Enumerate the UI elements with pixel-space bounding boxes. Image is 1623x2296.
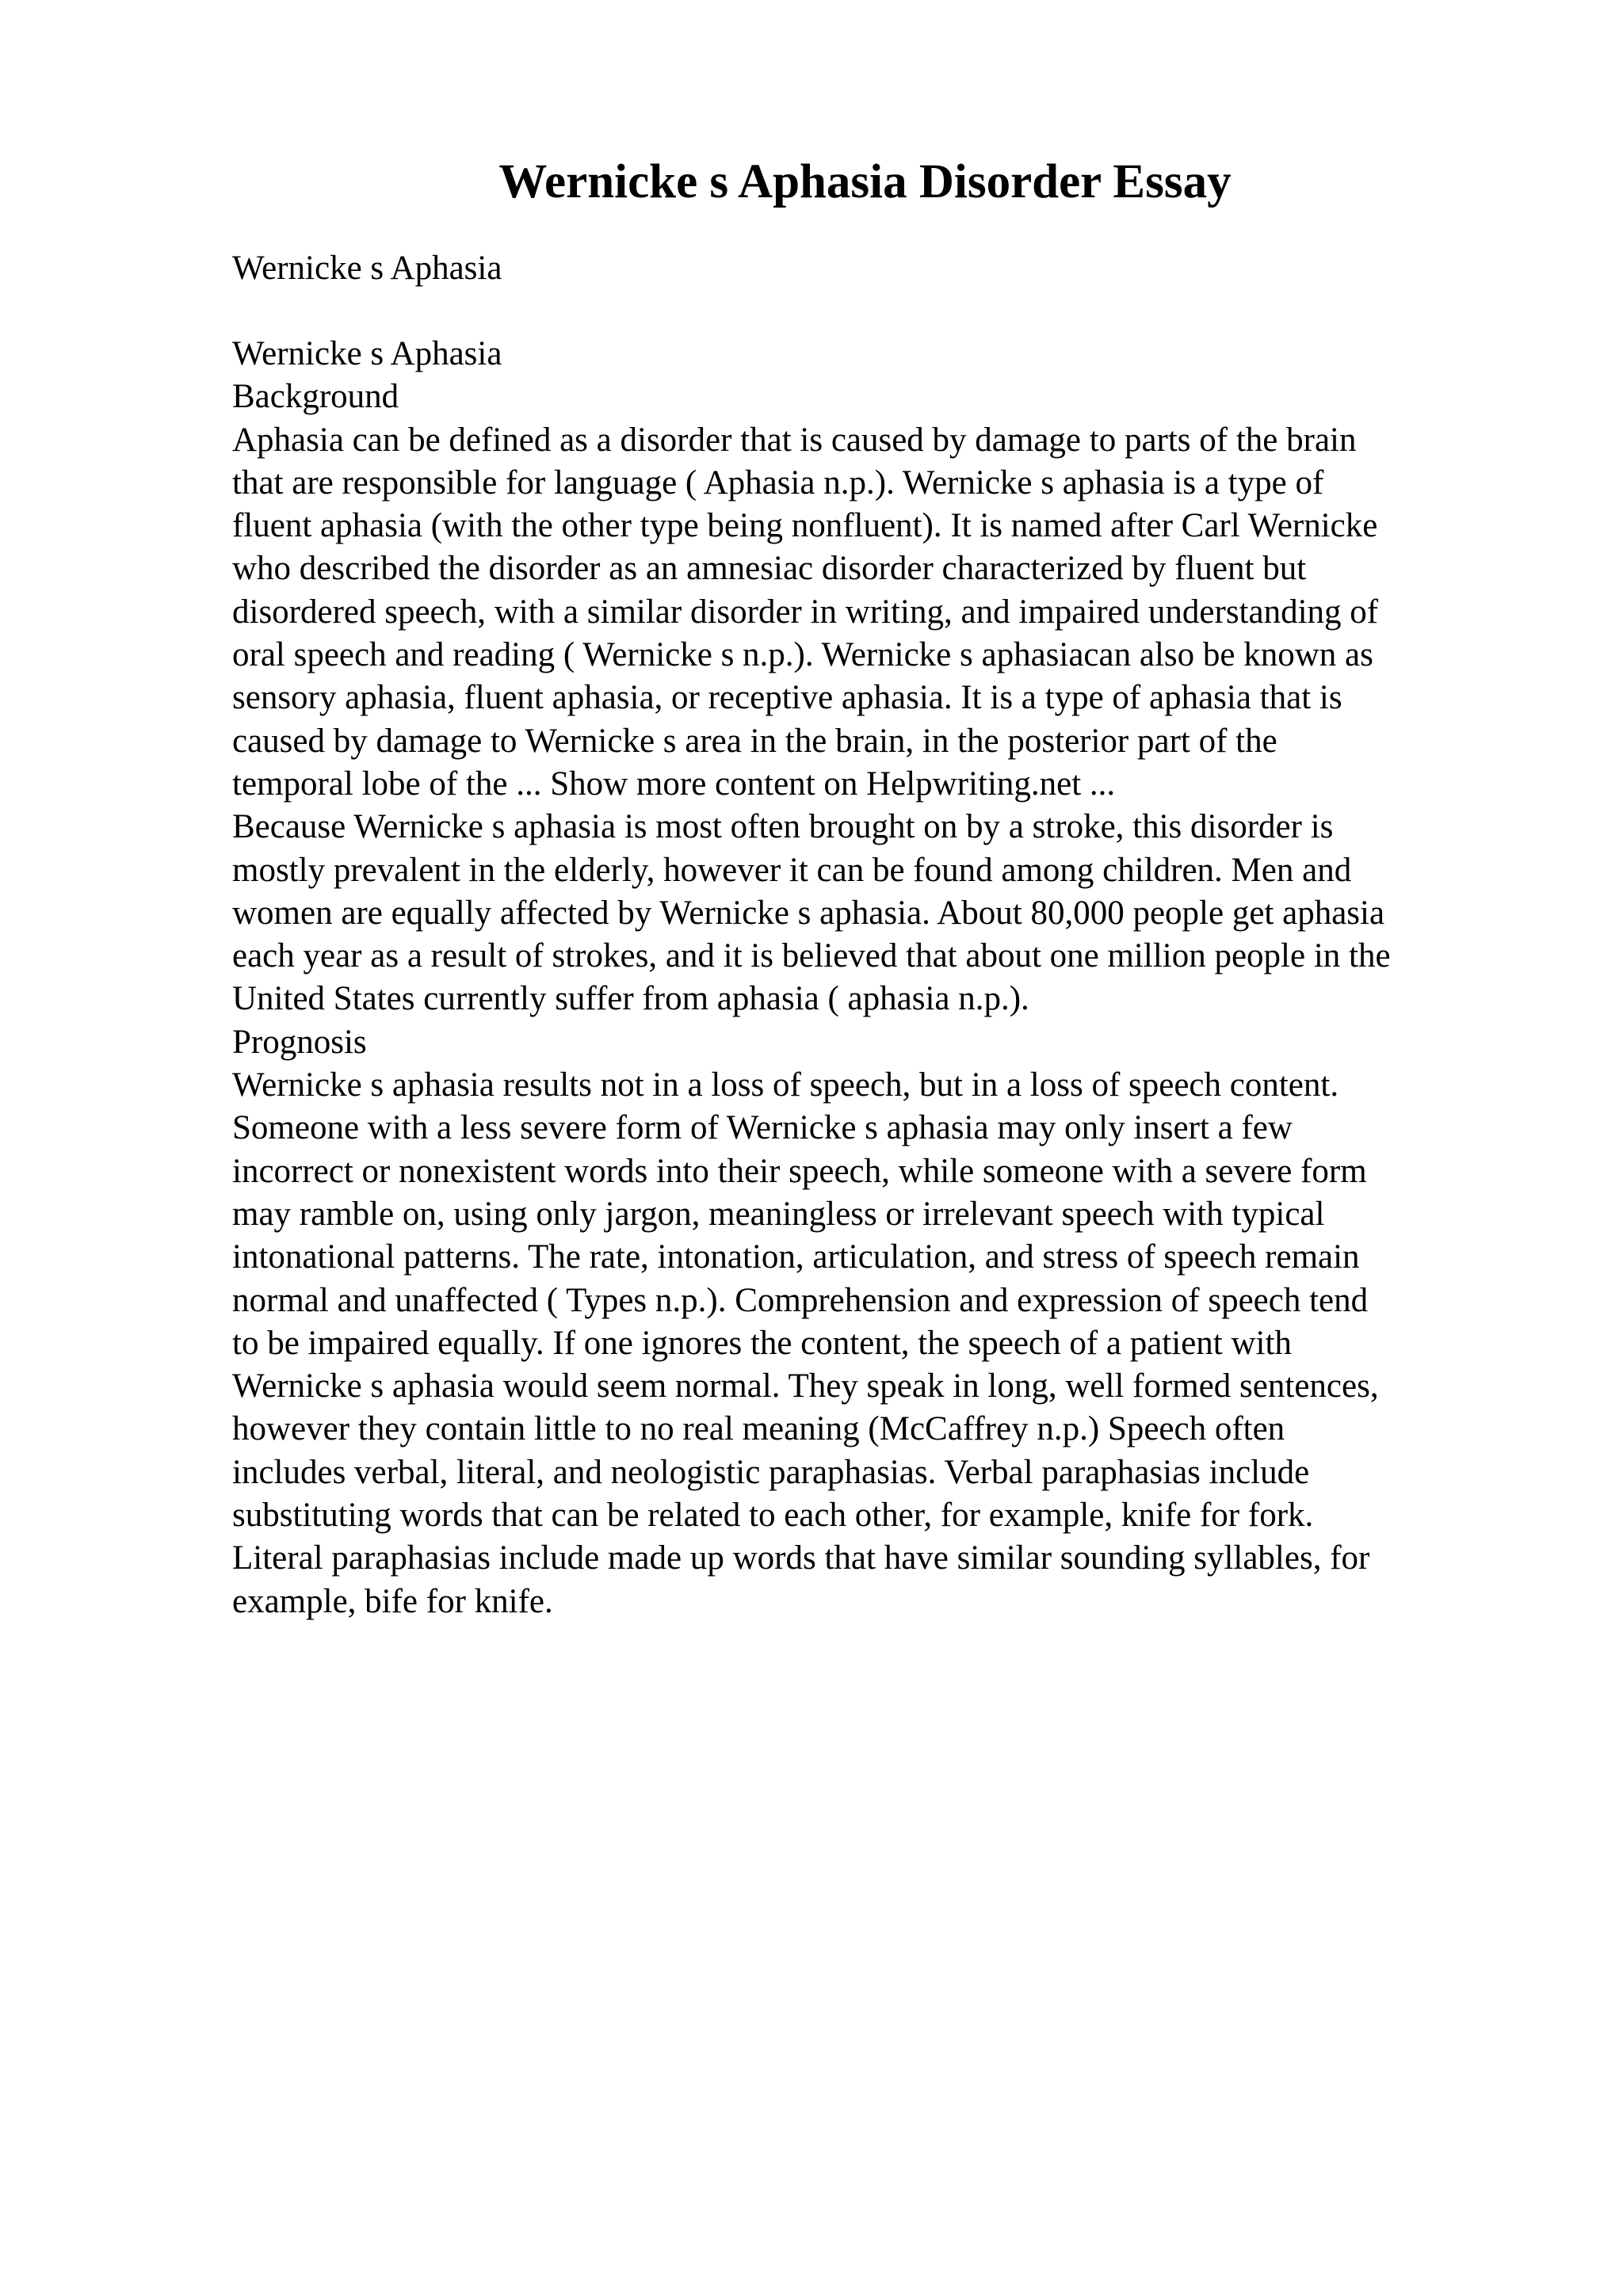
body-line: includes verbal, literal, and neologistic paraphasias. Verbal paraphasias include <box>232 1453 1310 1491</box>
document-body <box>232 333 1516 1623</box>
body-line: fluent aphasia (with the other type being nonfluent). It is named after Carl Wernicke <box>232 507 1378 545</box>
body-line: to be impaired equally. If one ignores the content, the speech of a patient with <box>232 1324 1292 1362</box>
body-line: Wernicke s aphasia results not in a loss of speech, but in a loss of speech content. <box>232 1066 1339 1104</box>
body-line: disordered speech, with a similar disorder in writing, and impaired understanding of <box>232 593 1379 631</box>
body-line: may ramble on, using only jargon, meaningless or irrelevant speech with typical <box>232 1195 1325 1233</box>
body-line: Wernicke s aphasia would seem normal. They speak in long, well formed sentences, <box>232 1367 1379 1405</box>
body-line: normal and unaffected ( Types n.p.). Comprehension and expression of speech tend <box>232 1281 1369 1319</box>
body-line: Wernicke s Aphasia <box>232 335 502 372</box>
body-line: Because Wernicke s aphasia is most often brought on by a stroke, this disorder is <box>232 808 1334 846</box>
body-line: caused by damage to Wernicke s area in the brain, in the posterior part of the <box>232 722 1277 760</box>
body-line: United States currently suffer from aphasia ( aphasia n.p.). <box>232 980 1029 1018</box>
body-line: temporal lobe of the ... Show more content on Helpwriting.net ... <box>232 765 1116 803</box>
body-line: intonational patterns. The rate, intonation, articulation, and stress of speech remain <box>232 1238 1360 1276</box>
document-title: Wernicke s Aphasia Disorder Essay <box>498 155 1232 208</box>
body-line: Someone with a less severe form of Wernicke s aphasia may only insert a few <box>232 1109 1293 1147</box>
body-line: that are responsible for language ( Aphasia n.p.). Wernicke s aphasia is a type of <box>232 463 1324 502</box>
body-line: sensory aphasia, fluent aphasia, or receptive aphasia. It is a type of aphasia that is <box>232 679 1342 717</box>
body-line: substituting words that can be related to each other, for example, knife for fork. <box>232 1497 1314 1535</box>
body-line: incorrect or nonexistent words into their speech, while someone with a severe form <box>232 1152 1367 1190</box>
body-line: Aphasia can be defined as a disorder that is caused by damage to parts of the brain <box>232 421 1357 459</box>
body-line: women are equally affected by Wernicke s aphasia. About 80,000 people get aphasia <box>232 894 1385 932</box>
body-line: who described the disorder as an amnesiac disorder characterized by fluent but <box>232 550 1307 588</box>
document-subtitle: Wernicke s Aphasia <box>232 250 502 287</box>
body-line: Literal paraphasias include made up words that have similar sounding syllables, for <box>232 1539 1370 1577</box>
body-line: however they contain little to no real meaning (McCaffrey n.p.) Speech often <box>232 1410 1285 1448</box>
body-line: Prognosis <box>232 1023 367 1061</box>
body-line: oral speech and reading ( Wernicke s n.p.). Wernicke s aphasiacan also be known as <box>232 636 1373 674</box>
body-line: mostly prevalent in the elderly, however it can be found among children. Men and <box>232 851 1352 889</box>
body-line: Background <box>232 378 399 416</box>
body-line: example, bife for knife. <box>232 1582 553 1620</box>
body-line: each year as a result of strokes, and it is believed that about one million people in the <box>232 937 1391 975</box>
